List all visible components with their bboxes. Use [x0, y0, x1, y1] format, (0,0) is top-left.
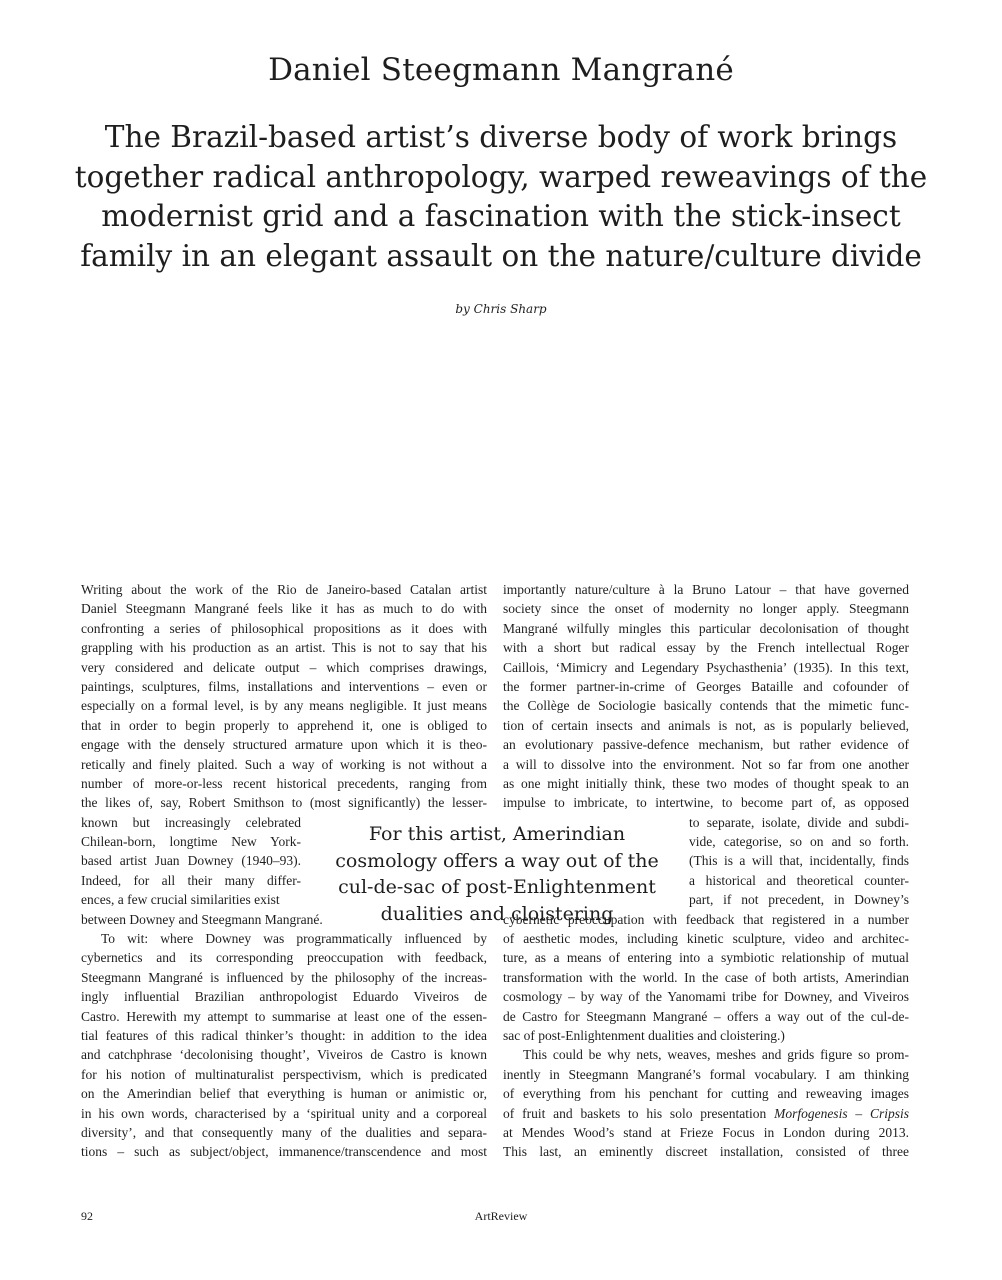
body-line: (This is a will that, incidentally, finds [689, 853, 909, 869]
standfirst: The Brazil-based artist’s diverse body of work brings together radical anthropology, warped reweavings of the modernist grid and a fascination with the stick-insect family in an elegant assault on the nature/culture divide [74, 120, 928, 273]
body-line: a will to dissolve into the environment. Not so far from one another [503, 756, 909, 772]
body-line: Castro. Herewith my attempt to summarise at least one of the essen- [81, 1008, 487, 1024]
body-line: de Castro for Steegmann Mangrané – offers a way out of the cul-de- [503, 1008, 909, 1024]
body-line: vide, categorise, so on and so forth. [689, 834, 909, 850]
body-line: cybernetics and its corresponding preoccupation with feedback, [81, 950, 487, 966]
body-line: the former partner-in-crime of Georges Bataille and cofounder of [503, 678, 909, 694]
body-line: transformation with the world. In the case of both artists, Amerindian [503, 969, 909, 985]
body-line: that in order to begin properly to apprehend it, one is obliged to [81, 717, 487, 733]
body-line: very considered and delicate output – which comprises drawings, [81, 659, 487, 675]
body-line: This could be why nets, weaves, meshes and grids figure so prom- [523, 1047, 909, 1063]
body-line: of aesthetic modes, including kinetic sculpture, video and architec- [503, 931, 909, 947]
body-line: ture, as a means of entering into a symbiotic relationship of mutual [503, 950, 909, 966]
body-line: sac of post-Enlightenment dualities and cloistering.) [503, 1027, 785, 1043]
body-line: confronting a series of philosophical propositions as it does with [81, 620, 487, 636]
body-line: for his notion of multinaturalist perspectivism, which is predicated [81, 1066, 487, 1082]
byline: by Chris Sharp [455, 302, 547, 316]
body-line: in his own words, characterised by a ‘spiritual unity and a corporeal [81, 1105, 487, 1121]
body-line: society since the onset of modernity no longer apply. Steegmann [503, 601, 909, 617]
body-line: diversity’, and that consequently many of the dualities and separa- [81, 1124, 487, 1140]
body-line: on the Amerindian belief that everything is human or animistic or, [81, 1086, 487, 1102]
body-line: and catchphrase ‘decolonising thought’, Viveiros de Castro is known [81, 1047, 487, 1063]
body-line: Indeed, for all their many differ- [81, 872, 301, 888]
body-line: grappling with his production as an artist. This is not to say that his [81, 640, 487, 656]
body-line: a historical and theoretical counter- [689, 872, 909, 888]
body-line: at Mendes Wood’s stand at Frieze Focus in London during 2013. [503, 1124, 909, 1140]
pull-quote: For this artist, Amerindian cosmology offers a way out of the cul-de-sac of post-Enlightenment dualities and cloistering [335, 823, 659, 925]
body-line: impulse to imbricate, to intertwine, to become part of, as opposed [503, 795, 909, 811]
body-line: cosmology – by way of the Yanomami tribe for Downey, and Viveiros [503, 989, 909, 1005]
body-line: engage with the densely structured armature upon which it is theo- [81, 737, 487, 753]
artist-name: Daniel Steegmann Mangrané [268, 52, 734, 88]
body-line: based artist Juan Downey (1940–93). [81, 853, 301, 869]
body-line: especially on a formal level, is by any means negligible. It just means [81, 698, 487, 714]
body-line: ences, a few crucial similarities exist [81, 892, 280, 908]
body-line: the Collège de Sociologie basically contends that the mimetic func- [503, 698, 909, 714]
page-number: 92 [81, 1209, 93, 1223]
body-line: tial features of this radical thinker’s thought: in addition to the idea [81, 1027, 487, 1043]
body-line: tion of certain insects and animals is not, as is popularly believed, [503, 717, 909, 733]
body-line: To wit: where Downey was programmatically influenced by [101, 931, 487, 947]
body-line: ingly influential Brazilian anthropologist Eduardo Viveiros de [81, 989, 487, 1005]
body-line: importantly nature/culture à la Bruno Latour – that have governed [503, 582, 909, 597]
body-line: part, if not precedent, in Downey’s [689, 892, 909, 908]
body-line: of everything from his penchant for cutting and reweaving images [503, 1086, 909, 1102]
body-line: with a short but radical essay by the French intellectual Roger [503, 640, 909, 656]
body-line: retically and finely plaited. Such a way of working is not without a [81, 756, 487, 772]
body-line-text: of fruit and baskets to his solo presentation [503, 1105, 767, 1121]
body-line: to separate, isolate, divide and subdi- [689, 814, 909, 830]
body-line: Mangrané wilfully mingles this particular decolonisation of thought [503, 620, 909, 636]
body-line: Chilean-born, longtime New York- [81, 834, 301, 850]
body-line: known but increasingly celebrated [81, 814, 301, 830]
body-line: paintings, sculptures, films, installations and interventions – even or [81, 678, 487, 694]
body-line: cybernetic preoccupation with feedback that registered in a number [503, 911, 909, 927]
body-line: between Downey and Steegmann Mangrané. [81, 911, 323, 927]
body-line [503, 1104, 909, 1123]
body-line: the likes of, say, Robert Smithson to (most significantly) the lesser- [81, 795, 487, 811]
body-line: This last, an eminently discreet installation, consisted of three [503, 1144, 909, 1160]
body-line: Caillois, ‘Mimicry and Legendary Psychasthenia’ (1935). In this text, [503, 659, 909, 675]
body-line: Writing about the work of the Rio de Janeiro-based Catalan artist [81, 582, 487, 597]
body-line: Steegmann Mangrané is influenced by the philosophy of the increas- [81, 969, 487, 985]
body-line: as one might initially think, these two modes of thought speak to an [503, 775, 909, 791]
body-line: Daniel Steegmann Mangrané feels like it has as much to do with [81, 601, 487, 617]
body-line: tions – such as subject/object, immanence/transcendence and most [81, 1144, 487, 1160]
artwork-title: Morfogenesis – Cripsis [774, 1105, 909, 1121]
body-line: inently in Steegmann Mangrané’s formal vocabulary. I am thinking [503, 1066, 909, 1082]
body-line: an evolutionary passive-defence mechanism, but rather evidence of [503, 737, 909, 753]
magazine-name: ArtReview [474, 1209, 528, 1223]
body-line: number of more-or-less recent historical precedents, ranging from [81, 775, 487, 791]
